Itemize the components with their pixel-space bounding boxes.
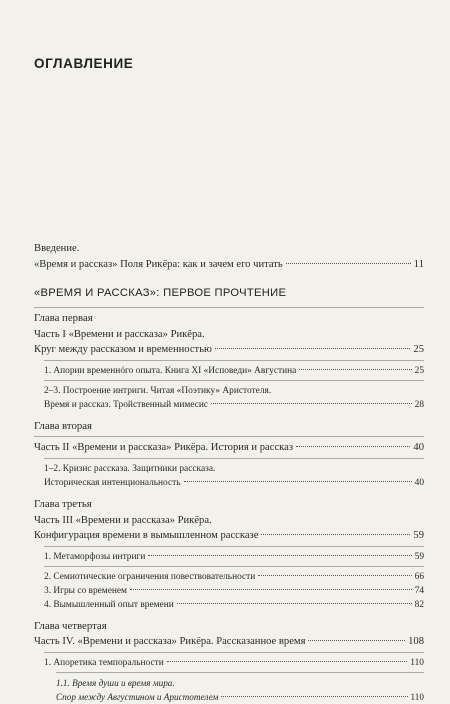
ch1-sec2-page: 28 (414, 399, 424, 410)
leader-dots (177, 603, 412, 604)
leader-dots (221, 696, 407, 697)
ch4-page: 108 (408, 636, 424, 648)
ch3-sec1-page: 59 (414, 551, 424, 562)
ch1-title-2 (34, 342, 424, 358)
ch3-sec4-page: 82 (414, 599, 424, 610)
ch2-title-text: Часть II «Времени и рассказа» Рикёра. История и рассказ (34, 442, 294, 454)
ch3-sec3-text: 3. Игры со временем (44, 585, 127, 596)
ch4-sec1a-line2 (56, 690, 424, 704)
ch2-page: 40 (413, 442, 424, 454)
ch1-sec1-text: 1. Апории временнóго опыта. Книга XI «Исповеди» Августина (44, 365, 297, 376)
ch1-sec1 (44, 364, 424, 378)
ch3-title-1: Часть III «Времени и рассказа» Рикёра. (34, 514, 212, 526)
leader-dots (215, 348, 410, 349)
ch4-sec1a-text: Спор между Августином и Аристотелем (56, 691, 219, 702)
divider (44, 458, 424, 459)
divider (34, 307, 424, 308)
ch1-label: Глава первая (34, 312, 93, 324)
ch1-sec2-line1: 2–3. Построение интриги. Читая «Поэтику» Аристотеля. (44, 385, 272, 396)
leader-dots (184, 481, 412, 482)
ch3-page: 59 (413, 530, 424, 542)
divider (44, 360, 424, 361)
chapters (34, 305, 424, 704)
ch1-page: 25 (413, 344, 424, 356)
leader-dots (296, 446, 410, 447)
intro-title: «Время и рассказ» Поля Рикёра: как и зачем его читать (34, 258, 283, 270)
ch2-sec1-text: Историческая интенциональность (44, 477, 181, 488)
ch4-title (34, 634, 424, 650)
ch2-title (34, 440, 424, 456)
leader-dots (167, 661, 408, 662)
ch3-sec3 (44, 584, 424, 598)
ch2-label: Глава вторая (34, 419, 93, 432)
leader-dots (258, 575, 411, 576)
leader-dots (130, 589, 412, 590)
divider (44, 566, 424, 567)
ch4-sec1-text: 1. Апоретика темпоральности (44, 657, 164, 668)
divider (44, 380, 424, 381)
intro-line-1: Введение. (34, 243, 80, 254)
divider (34, 436, 424, 437)
leader-dots (299, 369, 411, 370)
divider (56, 672, 424, 673)
ch4-sec1 (44, 656, 424, 670)
ch1-title-text: Круг между рассказом и временностью (34, 344, 212, 356)
ch3-sec2-text: 2. Семиотические ограничения повествовательности (44, 571, 256, 582)
intro-line-2 (34, 257, 424, 273)
ch2-sec1-line2 (44, 476, 424, 490)
ch3-title-text: Конфигурация времени в вымышленном рассказе (34, 530, 259, 542)
leader-dots (211, 403, 412, 404)
part-title: «ВРЕМЯ И РАССКАЗ»: ПЕРВОЕ ПРОЧТЕНИЕ (34, 287, 287, 299)
ch1-sec2-text: Время и рассказ. Тройственный мимесис (44, 399, 209, 410)
ch3-sec4-text: 4. Вымышленный опыт времени (44, 599, 174, 610)
ch4-sec1a-line1: 1.1. Время души и время мира. (56, 677, 175, 688)
ch3-title-2 (34, 528, 424, 544)
ch4-title-text: Часть IV. «Времени и рассказа» Рикёра. Рассказанное время (34, 636, 306, 648)
ch1-title-1: Часть I «Времени и рассказа» Рикёра. (34, 328, 205, 340)
ch3-sec1 (44, 550, 424, 564)
leader-dots (286, 263, 411, 264)
ch3-sec4 (44, 598, 424, 612)
intro-entry (34, 241, 424, 272)
divider (44, 546, 424, 547)
ch3-label: Глава третья (34, 497, 92, 510)
leader-dots (148, 555, 411, 556)
ch2-sec1-line1: 1–2. Кризис рассказа. Защитники рассказа. (44, 463, 216, 474)
divider (44, 652, 424, 653)
ch1-sec1-page: 25 (414, 365, 424, 376)
ch3-sec3-page: 74 (414, 585, 424, 596)
ch4-label: Глава четвертая (34, 619, 107, 632)
ch4-sec1-page: 110 (410, 657, 424, 668)
ch1-sec2-line2 (44, 398, 424, 412)
ch3-sec2-page: 66 (414, 571, 424, 582)
ch3-sec2 (44, 570, 424, 584)
toc-heading: ОГЛАВЛЕНИЕ (34, 56, 134, 71)
leader-dots (308, 640, 405, 641)
ch3-sec1-text: 1. Метаморфозы интриги (44, 551, 146, 562)
intro-page: 11 (413, 258, 424, 270)
ch4-sec1a-page: 110 (410, 691, 424, 702)
leader-dots (261, 534, 410, 535)
ch2-sec1-page: 40 (414, 477, 424, 488)
